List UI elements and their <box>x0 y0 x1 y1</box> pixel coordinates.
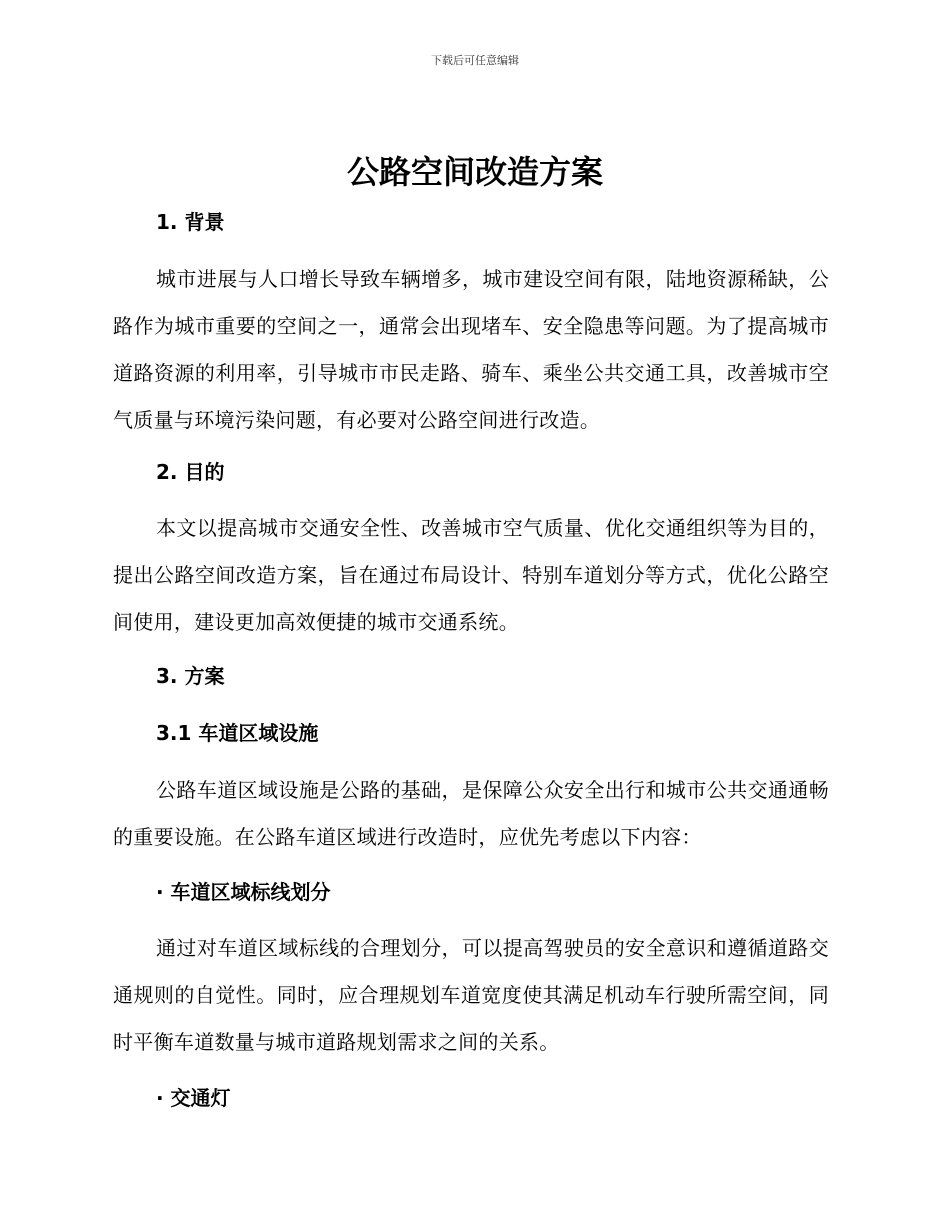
section-heading-purpose: 2. 目的 <box>156 460 225 484</box>
section-heading-lane-marking: · 车道区域标线划分 <box>156 880 331 904</box>
section-heading-traffic-light: · 交通灯 <box>156 1086 231 1110</box>
section-body-lane-marking: 通过对车道区域标线的合理划分，可以提高驾驶员的安全意识和遵循道路交通规则的自觉性。同时，应合理规划车道宽度使其满足机动车行驶所需空间，同时平衡车道数量与城市道路规划需求之间的关系。 <box>113 936 829 1054</box>
document-title: 公路空间改造方案 <box>346 153 603 191</box>
section-heading-lane-facilities: 3.1 车道区域设施 <box>156 721 319 745</box>
header-note: 下载后可任意编辑 <box>431 54 519 67</box>
section-body-purpose: 本文以提高城市交通安全性、改善城市空气质量、优化交通组织等为目的，提出公路空间改造方案，旨在通过布局设计、特别车道划分等方式，优化公路空间使用，建设更加高效便捷的城市交通系统。 <box>113 516 829 634</box>
section-body-lane-facilities: 公路车道区域设施是公路的基础，是保障公众安全出行和城市公共交通通畅的重要设施。在公路车道区域进行改造时，应优先考虑以下内容： <box>113 778 829 849</box>
section-heading-background: 1. 背景 <box>156 210 225 234</box>
section-body-background: 城市进展与人口增长导致车辆增多，城市建设空间有限，陆地资源稀缺，公路作为城市重要的空间之一，通常会出现堵车、安全隐患等问题。为了提高城市道路资源的利用率，引导城市市民走路、骑车、乘坐公共交通工具，改善城市空气质量与环境污染问题，有必要对公路空间进行改造。 <box>113 267 829 432</box>
section-heading-plan: 3. 方案 <box>156 664 225 688</box>
